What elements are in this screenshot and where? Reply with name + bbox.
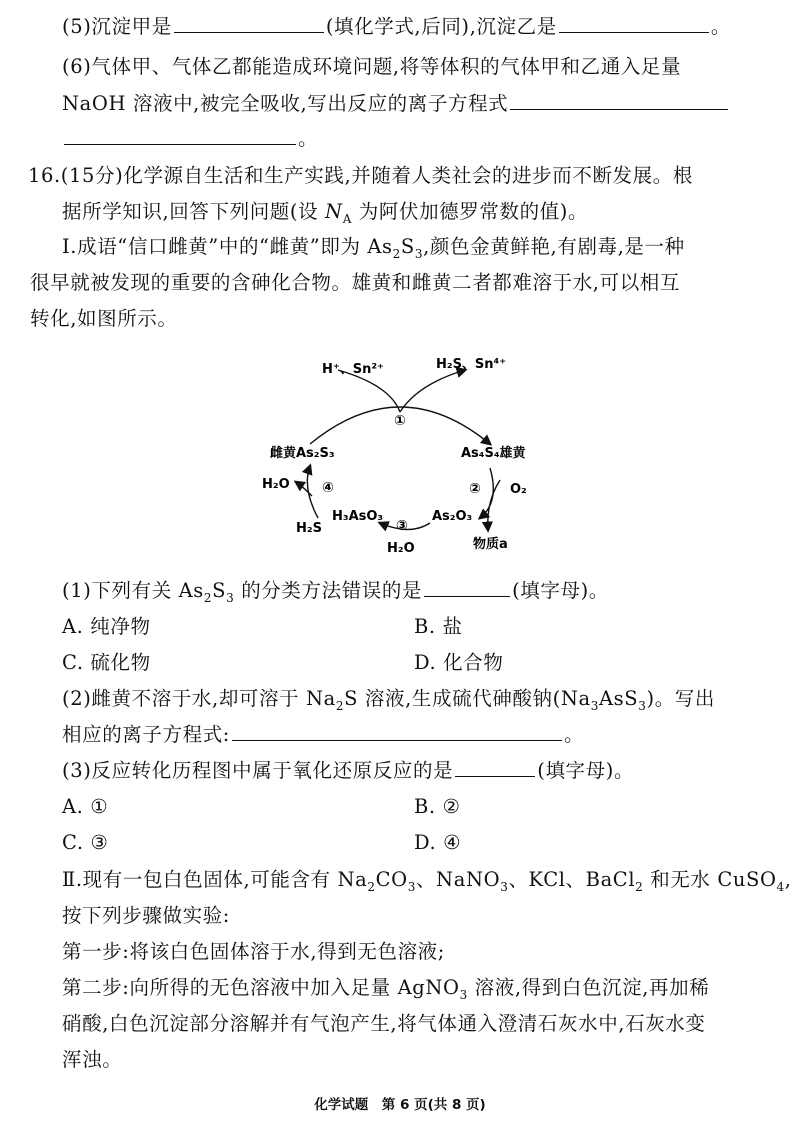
part2-line2: 按下列步骤做实验:: [62, 904, 230, 927]
q1-option-a[interactable]: A. 纯净物: [62, 615, 151, 638]
page-footer: 化学试题 第 6 页(共 8 页): [314, 1097, 486, 1113]
label-step4: ④: [322, 480, 334, 496]
answer-blank[interactable]: [424, 578, 510, 597]
step2-line1: 第二步:向所得的无色溶液中加入足量 AgNO$_3$ 溶液,得到白色沉淀,再加稀: [62, 976, 710, 1002]
label-o2: O₂: [510, 482, 527, 497]
label-h2o-bottom: H₂O: [387, 541, 415, 556]
arrow-products-out: [400, 370, 465, 412]
label-step3: ③: [396, 518, 408, 534]
label-h2o-left: H₂O: [262, 477, 290, 492]
label-substance-a: 物质a: [473, 537, 508, 552]
step2-line3: 浑浊。: [62, 1048, 123, 1071]
q2-line1: (2)雌黄不溶于水,却可溶于 $Na_2S$ 溶液,生成硫代砷酸钠$(Na_3AsS_3)$。写出: [62, 687, 715, 713]
arrow-h2o-out: [296, 482, 312, 496]
label-step2: ②: [469, 481, 481, 497]
label-h2s-sn4: H₂S、Sn⁴⁺: [436, 357, 507, 372]
label-xionghuang: As₄S₄雄黄: [461, 446, 526, 461]
q3-option-c[interactable]: C. ③: [62, 831, 109, 854]
q15-part6-line1: (6)气体甲、气体乙都能造成环境问题,将等体积的气体甲和乙通入足量: [62, 55, 682, 78]
q3-option-b[interactable]: B. ②: [414, 795, 461, 818]
q1-option-d[interactable]: D. 化合物: [414, 651, 504, 674]
label-as2o3: As₂O₃: [432, 509, 473, 524]
part1-line2: 很早就被发现的重要的含砷化合物。雄黄和雌黄二者都难溶于水,可以相互: [30, 271, 680, 294]
part1-line3: 转化,如图所示。: [30, 307, 178, 330]
q1-option-c[interactable]: C. 硫化物: [62, 651, 151, 674]
label-cihuang: 雌黄As₂S₃: [270, 446, 335, 461]
part1-line1: Ⅰ.成语“信口雌黄”中的“雌黄”即为 $As_2S_3$,颜色金黄鲜艳,有剧毒,是一种: [62, 235, 685, 261]
step1: 第一步:将该白色固体溶于水,得到无色溶液;: [62, 940, 445, 963]
q16-heading-line1: 16.(15分)化学源自生活和生产实践,并随着人类社会的进步而不断发展。根: [28, 164, 693, 187]
part2-line1: Ⅱ.现有一包白色固体,可能含有 $Na_2CO_3$、NaNO$_3$、KCl、BaCl$_2$ 和无水 CuSO$_4$,: [62, 868, 792, 894]
q15-part5: (5)沉淀甲是 (填化学式,后同),沉淀乙是 。: [62, 15, 731, 38]
answer-blank[interactable]: [174, 14, 324, 33]
q2-line2: 相应的离子方程式: 。: [62, 723, 585, 746]
reaction-cycle-diagram: [250, 340, 560, 565]
answer-blank[interactable]: [64, 126, 296, 145]
label-step1: ①: [394, 413, 406, 429]
q16-heading-line2: 据所学知识,回答下列问题(设 $N_A$ 为阿伏加德罗常数的值)。: [62, 200, 589, 226]
step2-line2: 硝酸,白色沉淀部分溶解并有气泡产生,将气体通入澄清石灰水中,石灰水变: [62, 1012, 706, 1035]
answer-blank[interactable]: [232, 722, 562, 741]
q15-part6-line2: NaOH 溶液中,被完全吸收,写出反应的离子方程式: [62, 91, 730, 117]
label-h3aso3: H₃AsO₃: [332, 509, 384, 524]
q15-part6-line3: 。: [62, 126, 318, 152]
q1-option-b[interactable]: B. 盐: [414, 615, 463, 638]
q3-option-a[interactable]: A. ①: [62, 795, 109, 818]
q3-stem: (3)反应转化历程图中属于氧化还原反应的是 (填字母)。: [62, 759, 635, 782]
answer-blank[interactable]: [510, 91, 728, 110]
label-h2s-left: H₂S: [296, 521, 322, 536]
answer-blank[interactable]: [455, 758, 535, 777]
q3-option-d[interactable]: D. ④: [414, 831, 462, 854]
answer-blank[interactable]: [559, 14, 709, 33]
arrow-step4: [307, 466, 318, 518]
q1-stem: (1)下列有关 $As_2S_3$ 的分类方法错误的是 (填字母)。: [62, 579, 609, 605]
arrow-step2: [480, 468, 493, 518]
label-h-sn2: H⁺、Sn²⁺: [322, 362, 384, 377]
